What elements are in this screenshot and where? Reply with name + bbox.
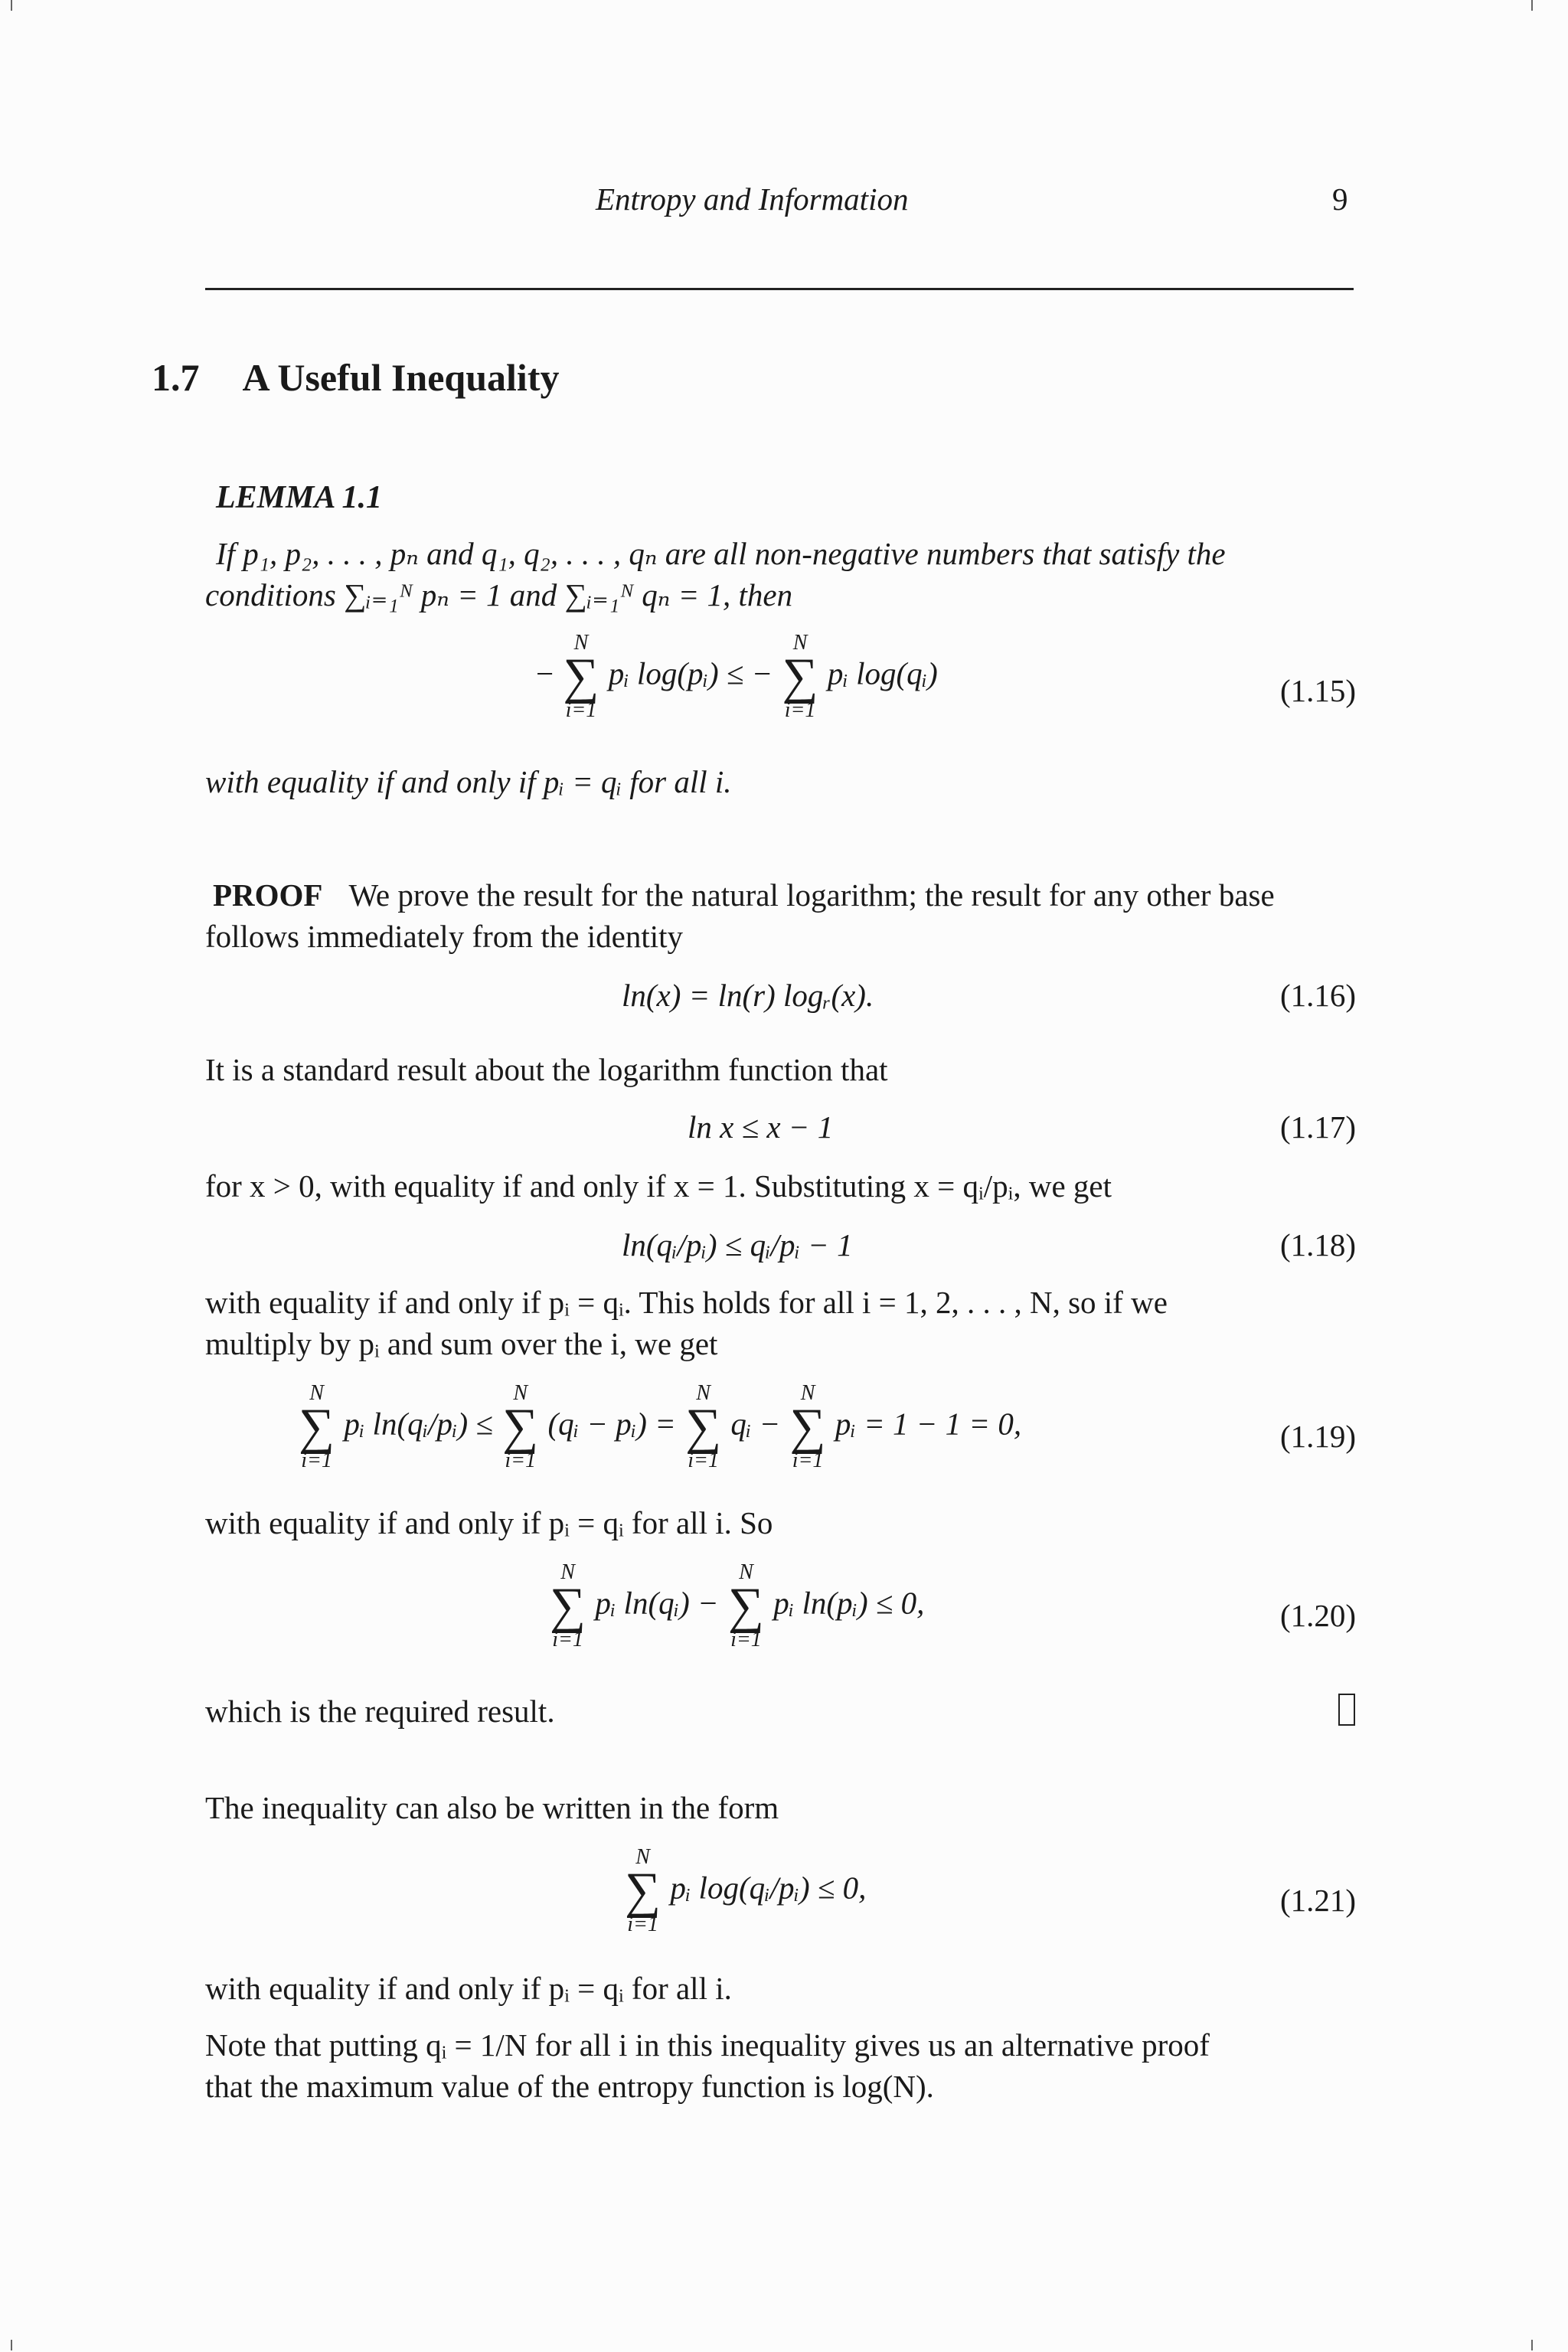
- sum-sign: N ∑ i=1: [502, 1381, 539, 1472]
- equation-number-1-21: (1.21): [1279, 1883, 1356, 1918]
- header-rule: [205, 288, 1354, 290]
- paragraph-note-line-2: that the maximum value of the entropy function is log(N).: [205, 2069, 934, 2104]
- crop-mark: [1531, 0, 1533, 11]
- paragraph-note-line-1: Note that putting qᵢ = 1/N for all i in this inequality gives us an alternative proof: [205, 2027, 1210, 2063]
- section-number: 1.7: [152, 356, 200, 399]
- page-number: 9: [1332, 181, 1348, 217]
- equation-1-18: ln(qᵢ/pᵢ) ≤ qᵢ/pᵢ − 1: [622, 1227, 853, 1263]
- equation-number-1-16: (1.16): [1279, 978, 1356, 1013]
- equation-1-21: [623, 1847, 866, 1936]
- proof-paragraph-4-line-1: with equality if and only if pᵢ = qᵢ. This holds for all i = 1, 2, . . . , N, so if we: [205, 1285, 1168, 1320]
- equation-number-1-20: (1.20): [1279, 1598, 1356, 1633]
- proof-line-2: follows immediately from the identity: [205, 919, 683, 954]
- lemma-label: LEMMA 1.1: [216, 480, 383, 515]
- equation-1-16: ln(x) = ln(r) logᵣ(x).: [622, 978, 874, 1013]
- crop-mark: [11, 2340, 12, 2350]
- equation-number-1-17: (1.17): [1279, 1109, 1356, 1145]
- paragraph-inequality-form: The inequality can also be written in the form: [205, 1790, 779, 1825]
- sum-sign: N ∑ i=1: [782, 631, 818, 722]
- equation-number-1-15: (1.15): [1279, 673, 1356, 708]
- equation-term: pᵢ = 1 − 1 = 0,: [835, 1406, 1022, 1442]
- equation-term: pᵢ log(pᵢ) ≤ −: [608, 655, 773, 691]
- crop-mark: [1531, 2340, 1533, 2350]
- equation-term: (qᵢ − pᵢ) =: [547, 1406, 676, 1442]
- lemma-line-2: conditions ∑ᵢ₌₁ᴺ pₙ = 1 and ∑ᵢ₌₁ᴺ qₙ = 1, then: [205, 577, 793, 612]
- equation-number-1-19: (1.19): [1279, 1419, 1356, 1454]
- equation-term: pᵢ ln(qᵢ/pᵢ) ≤: [344, 1406, 493, 1442]
- qed-symbol: [1338, 1694, 1355, 1726]
- equation-1-19: [297, 1383, 1021, 1472]
- equation-term: pᵢ ln(qᵢ) −: [595, 1585, 719, 1621]
- sum-sign: N ∑ i=1: [563, 631, 599, 722]
- paragraph-equality-condition: with equality if and only if pᵢ = qᵢ for all i.: [205, 1971, 732, 2006]
- equation-term: pᵢ ln(pᵢ) ≤ 0,: [773, 1585, 925, 1621]
- equation-1-15: [536, 632, 938, 721]
- proof-paragraph-6: which is the required result.: [205, 1694, 555, 1729]
- proof-paragraph-4-line-2: multiply by pᵢ and sum over the i, we get: [205, 1326, 718, 1361]
- proof-paragraph-5: with equality if and only if pᵢ = qᵢ for all i. So: [205, 1505, 773, 1540]
- equation-1-20: [548, 1562, 924, 1651]
- running-title: Entropy and Information: [596, 181, 909, 217]
- lemma-condition: with equality if and only if pᵢ = qᵢ for all i.: [205, 764, 732, 799]
- equation-1-17: ln x ≤ x − 1: [688, 1109, 834, 1145]
- equation-term: pᵢ log(qᵢ/pᵢ) ≤ 0,: [670, 1870, 867, 1906]
- sum-sign: N ∑ i=1: [789, 1381, 826, 1472]
- sum-sign: N ∑ i=1: [299, 1381, 335, 1472]
- equation-number-1-18: (1.18): [1279, 1227, 1356, 1263]
- sum-sign: N ∑ i=1: [550, 1560, 586, 1651]
- section-heading: [152, 355, 559, 400]
- equation-term: qᵢ −: [730, 1406, 781, 1442]
- sum-sign: N ∑ i=1: [727, 1560, 764, 1651]
- proof-line-1: [213, 874, 1275, 916]
- section-title: A Useful Inequality: [242, 356, 560, 399]
- proof-paragraph-3: for x > 0, with equality if and only if x = 1. Substituting x = qᵢ/pᵢ, we get: [205, 1168, 1112, 1204]
- crop-mark: [11, 0, 12, 11]
- sum-sign: N ∑ i=1: [685, 1381, 722, 1472]
- proof-text: We prove the result for the natural logarithm; the result for any other base: [348, 877, 1275, 913]
- proof-label: PROOF: [213, 877, 323, 913]
- lemma-line-1: If p₁, p₂, . . . , pₙ and q₁, q₂, . . . , qₙ are all non-negative numbers that satisfy the: [216, 536, 1226, 571]
- minus-sign: −: [536, 655, 554, 691]
- proof-paragraph-2: It is a standard result about the logarithm function that: [205, 1052, 888, 1087]
- equation-term: pᵢ log(qᵢ): [827, 655, 938, 691]
- sum-sign: N ∑ i=1: [625, 1845, 662, 1936]
